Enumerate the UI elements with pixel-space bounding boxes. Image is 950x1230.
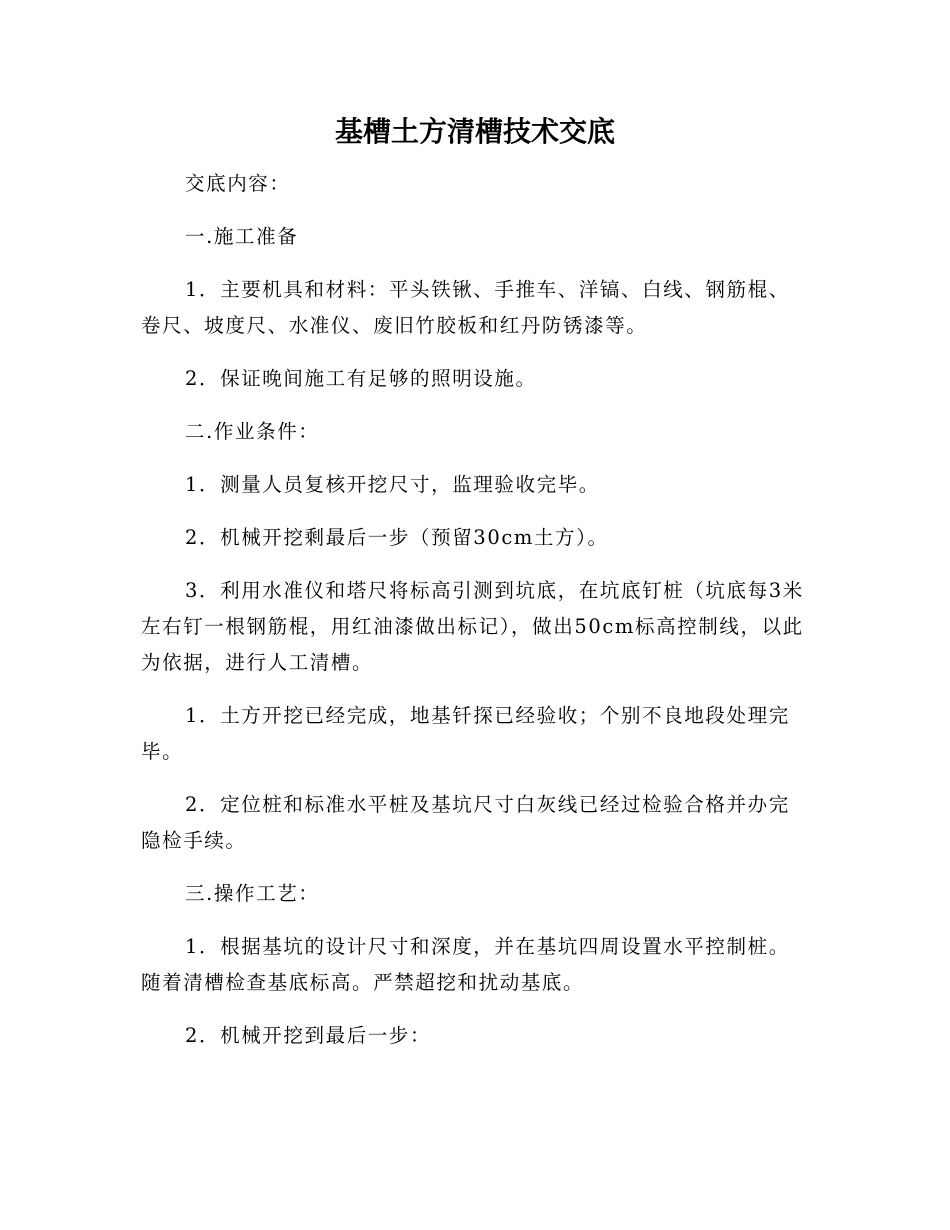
section-heading-process: 三.操作工艺： (185, 882, 320, 905)
document-title: 基槽土方清槽技术交底 (334, 115, 615, 148)
document-body (141, 166, 809, 1071)
paragraph-survey-check: 1．测量人员复核开挖尺寸，监理验收完毕。 (185, 473, 600, 496)
paragraph-control-stakes: 1．根据基坑的设计尺寸和深度，并在基坑四周设置水平控制桩。随着清槽检查基底标高。严禁超挖和扰动基底。 (141, 935, 790, 994)
paragraph-tools-materials: 1．主要机具和材料：平头铁锹、手推车、洋镐、白线、钢筋棍、卷尺、坡度尺、水准仪、废旧竹胶板和红丹防锈漆等。 (141, 278, 790, 337)
paragraph-night-lighting: 2．保证晚间施工有足够的照明设施。 (185, 367, 537, 390)
paragraph-last-step: 2．机械开挖到最后一步： (185, 1024, 432, 1047)
paragraph-machine-excavation: 2．机械开挖剩最后一步（预留30cm土方）。 (185, 526, 609, 549)
section-heading-conditions: 二.作业条件： (185, 420, 320, 443)
paragraph-stakes-inspection: 2．定位桩和标准水平桩及基坑尺寸白灰线已经过检验合格并办完隐检手续。 (141, 793, 790, 852)
section-heading-preparation: 一.施工准备 (185, 225, 299, 248)
paragraph-excavation-complete: 1．土方开挖已经完成，地基钎探已经验收；个别不良地段处理完毕。 (141, 704, 790, 763)
paragraph-level-control: 3．利用水准仪和塔尺将标高引测到坑底，在坑底钉桩（坑底每3米左右钉一根钢筋棍，用红油漆做出标记），做出50cm标高控制线，以此为依据，进行人工清槽。 (141, 579, 804, 674)
paragraph-intro: 交底内容： (185, 172, 291, 195)
